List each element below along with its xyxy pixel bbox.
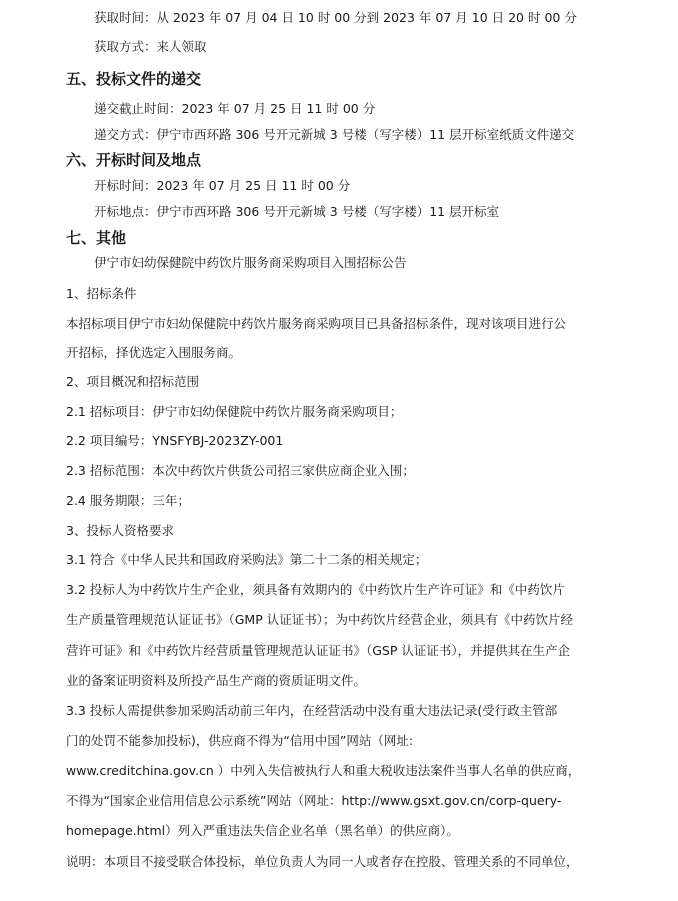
paragraph-line: 2.3 招标范围：本次中药饮片供货公司招三家供应商企业入围； — [66, 463, 415, 478]
notice-title-line: 伊宁市妇幼保健院中药饮片服务商采购项目入围招标公告 — [94, 255, 407, 270]
item-3-heading: 3、投标人资格要求 — [66, 523, 174, 538]
paragraph-line: 门的处罚不能参加投标)，供应商不得为“信用中国”网站（网址: — [66, 733, 414, 748]
paragraph-line: 说明：本项目不接受联合体投标，单位负责人为同一人或者存在控股、管理关系的不同单位， — [66, 854, 579, 869]
item-2-heading: 2、项目概况和招标范围 — [66, 374, 199, 389]
paragraph-line: 2.4 服务期限：三年； — [66, 493, 190, 508]
paragraph-line: 营许可证》和《中药饮片经营质量管理规范认证证书》（GSP 认证证书），并提供其在生产企 — [66, 643, 571, 658]
paragraph-line: 开招标，择优选定入围服务商。 — [66, 345, 242, 360]
paragraph-line: 不得为“国家企业信用信息公示系统”网站（网址：http://www.gsxt.gov.cn/corp-query- — [66, 793, 562, 808]
paragraph-line: 3.1 符合《中华人民共和国政府采购法》第二十二条的相关规定； — [66, 552, 428, 567]
submit-method-line: 递交方式：伊宁市西环路 306 号开元新城 3 号楼（写字楼）11 层开标室纸质文件递交 — [94, 127, 575, 142]
paragraph-line: 3.2 投标人为中药饮片生产企业，须具备有效期内的《中药饮片生产许可证》和《中药饮片 — [66, 582, 565, 597]
section-6-heading: 六、开标时间及地点 — [66, 151, 202, 169]
opening-location-line: 开标地点：伊宁市西环路 306 号开元新城 3 号楼（写字楼）11 层开标室 — [94, 204, 500, 219]
acquire-method-line: 获取方式：来人领取 — [94, 39, 207, 54]
paragraph-line: 本招标项目伊宁市妇幼保健院中药饮片服务商采购项目已具备招标条件，现对该项目进行公 — [66, 316, 567, 331]
paragraph-line: www.creditchina.gov.cn ）中列入失信被执行人和重大税收违法案件当事人名单的供应商， — [66, 763, 581, 778]
paragraph-line: homepage.html）列入严重违法失信企业名单（黑名单）的供应商）。 — [66, 823, 459, 838]
section-5-heading: 五、投标文件的递交 — [66, 70, 202, 88]
paragraph-line: 3.3 投标人需提供参加采购活动前三年内，在经营活动中没有重大违法记录(受行政主管部 — [66, 703, 558, 718]
acquire-time-line: 获取时间：从 2023 年 07 月 04 日 10 时 00 分到 2023 年 07 月 10 日 20 时 00 分 — [94, 10, 577, 25]
submit-deadline-line: 递交截止时间：2023 年 07 月 25 日 11 时 00 分 — [94, 101, 376, 116]
item-1-heading: 1、招标条件 — [66, 286, 137, 301]
opening-time-line: 开标时间：2023 年 07 月 25 日 11 时 00 分 — [94, 178, 351, 193]
section-7-heading: 七、其他 — [66, 229, 127, 247]
project-number-line: 2.2 项目编号：YNSFYBJ-2023ZY-001 — [66, 433, 284, 448]
paragraph-line: 业的备案证明资料及所投产品生产商的资质证明文件。 — [66, 673, 367, 688]
paragraph-line: 生产质量管理规范认证证书》（GMP 认证证书）；为中药饮片经营企业，须具有《中药饮片经 — [66, 612, 573, 627]
paragraph-line: 2.1 招标项目：伊宁市妇幼保健院中药饮片服务商采购项目； — [66, 404, 403, 419]
